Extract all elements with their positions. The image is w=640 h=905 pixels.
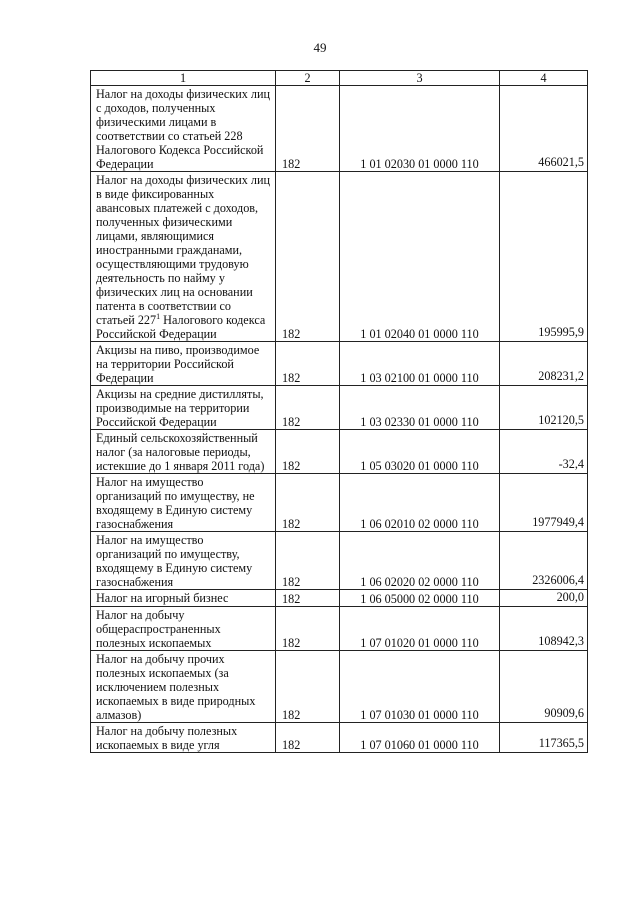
revenue-name-text-continued: Налогового кодекса Российской Федерации: [96, 313, 266, 341]
budget-classification-code: 1 06 02020 02 0000 110: [340, 532, 500, 590]
revenue-name: Налог на добычу прочих полезных ископаемых (за исключением полезных ископаемых в виде природных алмазов): [91, 651, 276, 723]
revenue-name: Налог на игорный бизнес: [91, 590, 276, 607]
budget-classification-code: 1 03 02330 01 0000 110: [340, 386, 500, 430]
header-row: [91, 71, 588, 86]
amount: 2326006,4: [500, 532, 588, 590]
table-row: [91, 86, 588, 172]
amount: 1977949,4: [500, 474, 588, 532]
admin-code: 182: [276, 342, 340, 386]
budget-classification-code: 1 07 01020 01 0000 110: [340, 607, 500, 651]
revenue-name: Единый сельскохозяйственный налог (за налоговые периоды, истекшие до 1 января 2011 года): [91, 430, 276, 474]
table-row: [91, 172, 588, 342]
column-header: 4: [500, 71, 588, 86]
amount: 200,0: [500, 590, 588, 607]
admin-code: 182: [276, 474, 340, 532]
amount: 90909,6: [500, 651, 588, 723]
revenue-name: Налог на имущество организаций по имуществу, не входящему в Единую систему газоснабжения: [91, 474, 276, 532]
column-header: 3: [340, 71, 500, 86]
table-row: [91, 430, 588, 474]
amount: -32,4: [500, 430, 588, 474]
revenue-name: Налог на имущество организаций по имуществу, входящему в Единую систему газоснабжения: [91, 532, 276, 590]
amount: 102120,5: [500, 386, 588, 430]
amount: 208231,2: [500, 342, 588, 386]
column-header: 2: [276, 71, 340, 86]
table-row: [91, 532, 588, 590]
admin-code: 182: [276, 172, 340, 342]
budget-classification-code: 1 01 02040 01 0000 110: [340, 172, 500, 342]
column-header: 1: [91, 71, 276, 86]
amount: 466021,5: [500, 86, 588, 172]
budget-classification-code: 1 06 02010 02 0000 110: [340, 474, 500, 532]
budget-classification-code: 1 05 03020 01 0000 110: [340, 430, 500, 474]
admin-code: 182: [276, 386, 340, 430]
table-row: [91, 590, 588, 607]
revenue-name: [91, 172, 276, 342]
table-row: [91, 342, 588, 386]
page-number: 49: [313, 40, 327, 55]
revenue-table: [90, 70, 588, 753]
revenue-name: Налог на доходы физических лиц с доходов, полученных физическими лицами в соответствии со статьей 228 Налогового Кодекса Российской Федерации: [91, 86, 276, 172]
admin-code: 182: [276, 607, 340, 651]
revenue-name-text: Налог на доходы физических лиц в виде фиксированных авансовых платежей с доходов, полученных физическими лицами, являющимися иностранными гражданами, осуществляющими трудовую деятельность по найму у физических лиц на основании патента в соответствии со статьей 227: [96, 173, 271, 327]
amount: 117365,5: [500, 723, 588, 753]
table-row: [91, 386, 588, 430]
table-row: [91, 474, 588, 532]
admin-code: 182: [276, 590, 340, 607]
revenue-name: Акцизы на средние дистилляты, производимые на территории Российской Федерации: [91, 386, 276, 430]
admin-code: 182: [276, 532, 340, 590]
budget-classification-code: 1 07 01030 01 0000 110: [340, 651, 500, 723]
budget-classification-code: 1 01 02030 01 0000 110: [340, 86, 500, 172]
admin-code: 182: [276, 723, 340, 753]
table-row: [91, 651, 588, 723]
budget-classification-code: 1 07 01060 01 0000 110: [340, 723, 500, 753]
revenue-name: Акцизы на пиво, производимое на территории Российской Федерации: [91, 342, 276, 386]
revenue-name: Налог на добычу общераспространенных полезных ископаемых: [91, 607, 276, 651]
budget-classification-code: 1 03 02100 01 0000 110: [340, 342, 500, 386]
table-row: [91, 607, 588, 651]
admin-code: 182: [276, 86, 340, 172]
admin-code: 182: [276, 651, 340, 723]
revenue-name: Налог на добычу полезных ископаемых в виде угля: [91, 723, 276, 753]
superscript: 1: [156, 311, 161, 321]
amount: 195995,9: [500, 172, 588, 342]
amount: 108942,3: [500, 607, 588, 651]
table-row: [91, 723, 588, 753]
budget-classification-code: 1 06 05000 02 0000 110: [340, 590, 500, 607]
admin-code: 182: [276, 430, 340, 474]
